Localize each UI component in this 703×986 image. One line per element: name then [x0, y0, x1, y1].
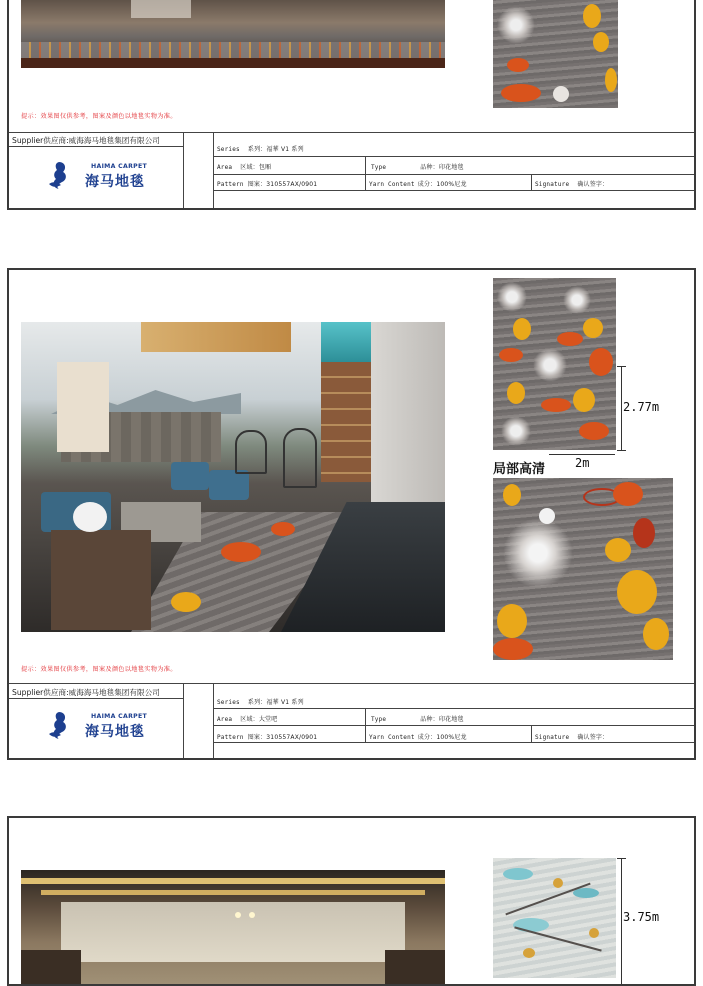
disclaimer-note: 提示：效果图仅供参考，图案及颜色以地毯实物为准。: [21, 666, 177, 673]
series-field: Series 系列：福華 V1 系列: [217, 146, 304, 153]
room-render-image: [21, 870, 445, 986]
carpet-swatch-image: [493, 0, 618, 108]
carpet-swatch-image: [493, 858, 616, 978]
signature-field: Signature 确认签字：: [535, 181, 609, 188]
title-block-top-border: [9, 683, 694, 684]
logo-english-text: HAIMA CARPET: [91, 713, 148, 720]
pattern-field: Pattern 图案：310557AX/0901: [217, 734, 318, 741]
haima-logo: [47, 160, 157, 190]
height-dimension-label: 3.75m: [623, 910, 660, 924]
seahorse-icon: [47, 710, 73, 740]
seahorse-icon: [47, 160, 73, 190]
room-render-image: [21, 0, 445, 68]
room-render-image: [21, 322, 445, 632]
area-field: Area 区域：大堂吧: [217, 716, 278, 723]
area-field: Area 区域：包厢: [217, 164, 272, 171]
signature-field: Signature 确认签字：: [535, 734, 609, 741]
height-dimension-label: 2.77m: [623, 400, 660, 414]
yarn-content-field: Yarn Content 成分：100%尼龙: [369, 181, 467, 188]
carpet-swatch-image: [493, 278, 616, 450]
pattern-field: Pattern 图案：310557AX/0901: [217, 181, 318, 188]
spec-sheet-1: [7, 0, 696, 210]
spec-sheet-3: [7, 816, 696, 986]
carpet-detail-image: [493, 478, 673, 660]
logo-chinese-text: 海马地毯: [85, 174, 145, 190]
haima-logo: [47, 710, 157, 740]
type-field: Type 品种：印花地毯: [371, 716, 464, 723]
supplier-name: Supplier供应商:威海海马地毯集团有限公司: [12, 688, 160, 697]
height-dimension-line: [621, 366, 622, 450]
height-dimension-line: [621, 858, 622, 986]
spec-sheet-2: [7, 268, 696, 760]
width-dimension-line: [549, 454, 615, 455]
title-block-top-border: [9, 132, 694, 133]
logo-chinese-text: 海马地毯: [85, 724, 145, 740]
supplier-name: Supplier供应商:威海海马地毯集团有限公司: [12, 136, 160, 145]
type-field: Type 品种：印花地毯: [371, 164, 464, 171]
series-field: Series 系列：福華 V1 系列: [217, 699, 304, 706]
detail-title: 局部高清: [493, 462, 546, 477]
width-dimension-label: 2m: [575, 456, 590, 470]
yarn-content-field: Yarn Content 成分：100%尼龙: [369, 734, 467, 741]
disclaimer-note: 提示：效果图仅供参考，图案及颜色以地毯实物为准。: [21, 113, 177, 120]
logo-english-text: HAIMA CARPET: [91, 163, 148, 170]
